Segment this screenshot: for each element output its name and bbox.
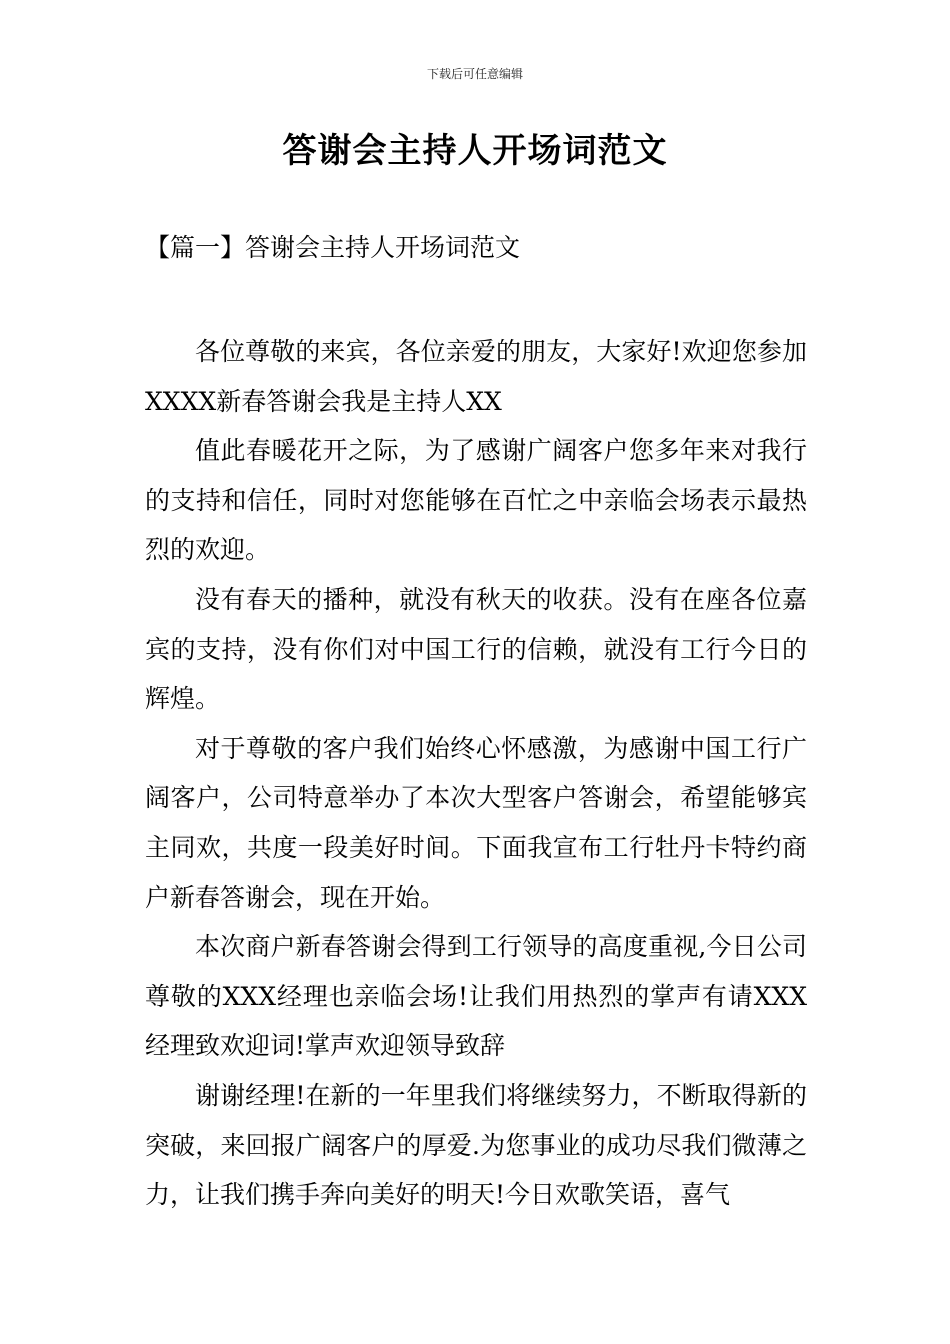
page-header-note: 下载后可任意编辑: [426, 67, 523, 81]
paragraph: 对于尊敬的客户我们始终心怀感激，为感谢中国工行广阔客户，公司特意举办了本次大型客户答谢会，希望能够宾主同欢，共度一段美好时间。下面我宣布工行牡丹卡特约商户新春答谢会，现在开始。: [145, 733, 807, 912]
paragraph: 谢谢经理!在新的一年里我们将继续努力，不断取得新的突破，来回报广阔客户的厚爱.为您事业的成功尽我们微薄之力，让我们携手奔向美好的明天!今日欢歌笑语，喜气: [145, 1080, 807, 1210]
paragraph: 各位尊敬的来宾，各位亲爱的朋友，大家好!欢迎您参加XXXX新春答谢会我是主持人XX: [145, 337, 807, 416]
paragraph: 没有春天的播种，就没有秋天的收获。没有在座各位嘉宾的支持，没有你们对中国工行的信赖，就没有工行今日的辉煌。: [145, 584, 807, 714]
paragraph: 值此春暖花开之际，为了感谢广阔客户您多年来对我行的支持和信任，同时对您能够在百忙之中亲临会场表示最热烈的欢迎。: [145, 436, 807, 565]
section-heading: 【篇一】答谢会主持人开场词范文: [145, 233, 521, 262]
document-title: 答谢会主持人开场词范文: [282, 131, 668, 171]
paragraph: 本次商户新春答谢会得到工行领导的高度重视,今日公司尊敬的XXX经理也亲临会场!让我们用热烈的掌声有请XXX经理致欢迎词!掌声欢迎领导致辞: [145, 932, 807, 1061]
document-body: [145, 327, 807, 1220]
